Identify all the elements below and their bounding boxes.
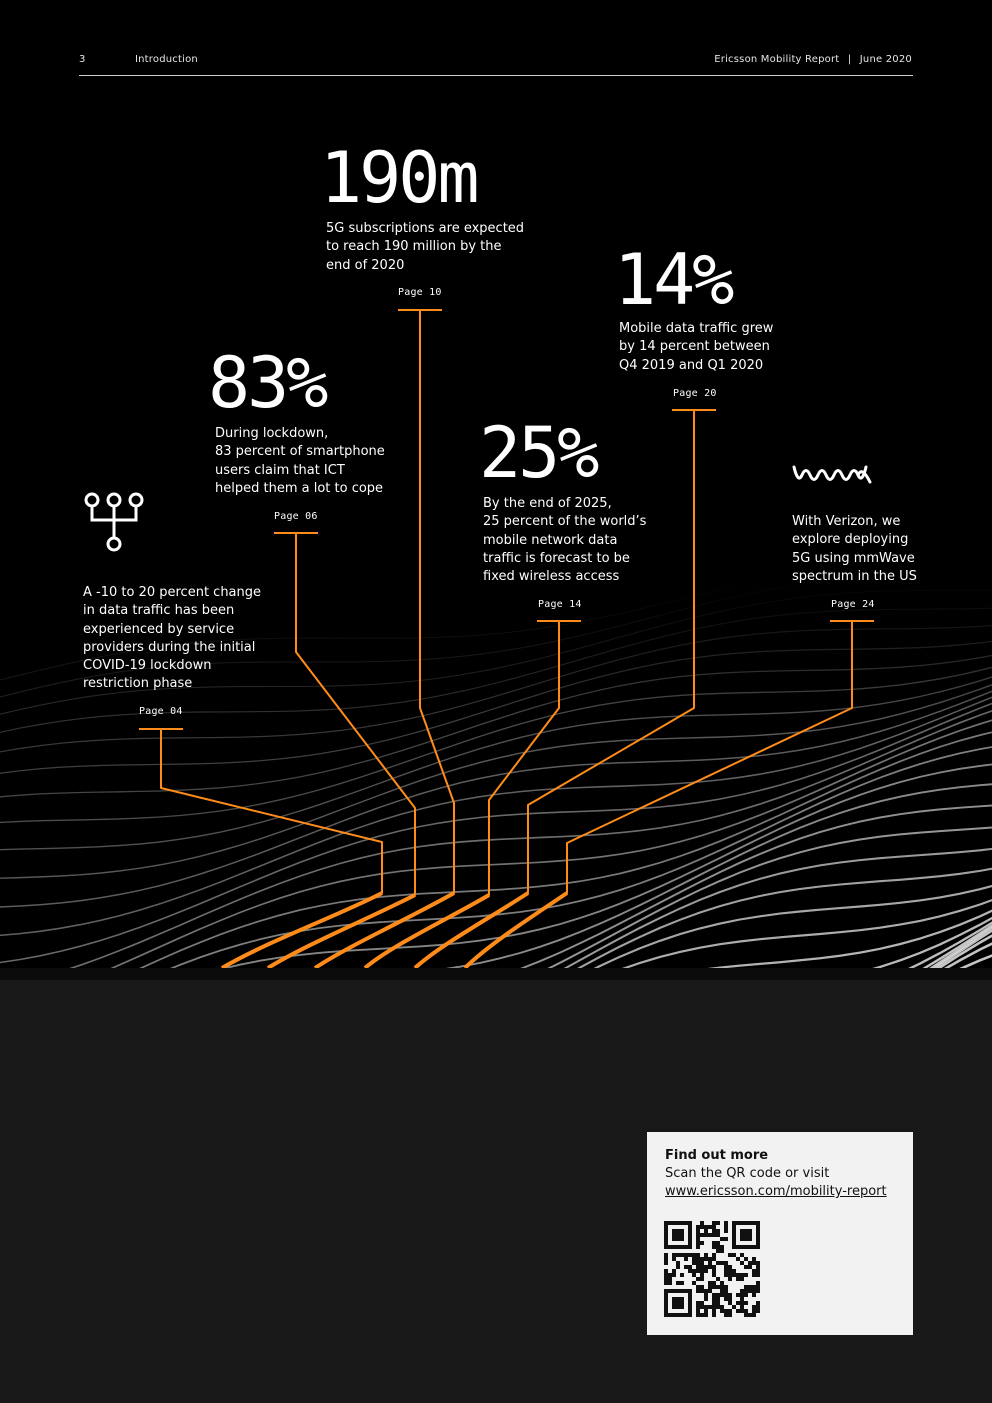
find-out-more-card [647,1132,913,1335]
stat-fixed-description: A -10 to 20 percent change in data traffic has been experienced by service providers during the initial COVID-19 lockdown restriction phase [83,585,262,692]
page-link-10[interactable]: Page 10 [398,287,442,298]
connector-page-24 [465,621,874,968]
panel-bottom-band [0,968,992,980]
stat-traffic-value: 14% [614,239,732,321]
page-link-06[interactable]: Page 06 [274,511,318,522]
page-link-14[interactable]: Page 14 [538,599,582,610]
report-date: June 2020 [859,54,912,65]
stat-fwa-description: By the end of 2025, 25 percent of the world’s mobile network data traffic is forecast to be fixed wireless access [483,496,647,585]
stat-subscriptions-value: 190m [320,137,477,219]
stat-fwa-value: 25% [479,412,597,494]
stat-verizon-description: With Verizon, we explore deploying 5G using mmWave spectrum in the US [792,514,917,584]
page-link-24[interactable]: Page 24 [831,599,875,610]
mobility-report-link[interactable]: www.ericsson.com/mobility-report [665,1184,887,1199]
page-number: 3 [79,54,86,65]
report-name: Ericsson Mobility Report [714,54,840,65]
connector-page-10 [315,310,454,968]
stat-lockdown-description: During lockdown, 83 percent of smartphone users claim that ICT helped them a lot to cope [215,426,385,496]
connector-page-14 [365,621,581,968]
stat-lockdown-value: 83% [208,342,326,424]
connector-page-04 [139,729,382,968]
qr-code-icon[interactable] [664,1221,760,1317]
page-link-20[interactable]: Page 20 [673,388,717,399]
stat-traffic-description: Mobile data traffic grew by 14 percent between Q4 2019 and Q1 2020 [619,321,774,373]
card-title: Find out more [665,1148,769,1163]
header-separator: | [847,54,852,65]
section-title: Introduction [135,54,198,65]
page-link-04[interactable]: Page 04 [139,706,183,717]
stat-subscriptions-description: 5G subscriptions are expected to reach 190 million by the end of 2020 [326,221,525,273]
connector-page-06 [268,533,415,968]
card-text: Scan the QR code or visit [665,1166,830,1181]
connector-page-20 [415,410,716,968]
